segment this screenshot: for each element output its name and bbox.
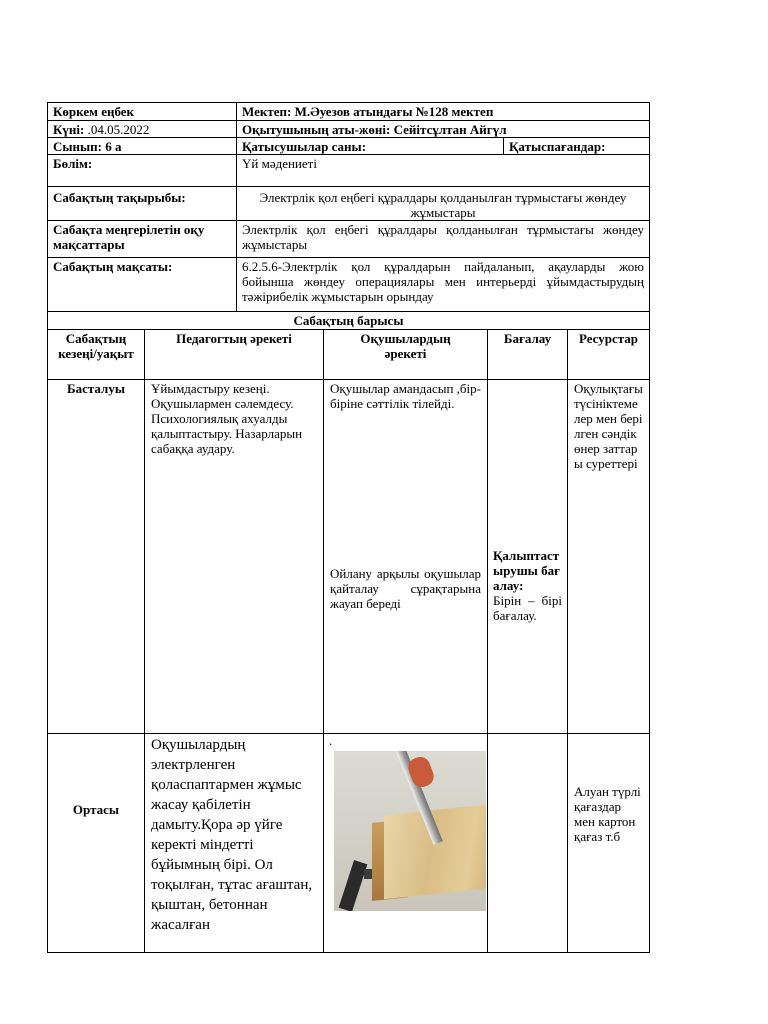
student-activity-greeting: Оқушылар амандасып ,бір-біріне сәттілік тілейді. — [330, 381, 481, 411]
student-activity-dot: . — [329, 733, 333, 748]
section-value: Үй мәдениеті — [236, 154, 650, 187]
assessment-method: Бірін – бірі бағалау. — [493, 593, 562, 623]
lesson-progress-title: Сабақтың барысы — [47, 311, 650, 330]
resources-middle-text: Алуан түрлі қағаздар мен картон қағаз т.б — [574, 784, 641, 844]
section-label: Бөлім: — [47, 154, 237, 187]
wood-board — [384, 803, 486, 900]
column-header-teacher: Педагогтың әрекеті — [144, 329, 324, 380]
assessment-middle — [487, 733, 568, 953]
date-label: Күні: — [53, 122, 85, 137]
lesson-goal-label: Сабақтың мақсаты: — [47, 257, 237, 312]
assessment-type: Қалыптастырушы бағалау: — [493, 548, 560, 593]
subject-cell: Көркем еңбек — [47, 102, 237, 121]
learning-objectives-value: Электрлік қол еңбегі құралдары қолданылған тұрмыстағы жөндеу жұмыстары — [236, 220, 650, 258]
lesson-goal-value: 6.2.5.6-Электрлік қол құралдарын пайдаланып, ақауларды жою бойынша жөндеу операциялары мен интерьерді ұйымдастырудың тәжірибелік жұмыстарын орындау — [236, 257, 650, 312]
student-activity-answers: Ойлану арқылы оқушылар қайталау сұрақтарына жауап береді — [330, 566, 481, 611]
column-header-students: Оқушылардың әрекеті — [323, 329, 488, 380]
stage-middle-label: Ортасы — [72, 802, 120, 817]
topic-label: Сабақтың тақырыбы: — [47, 186, 237, 221]
resources-middle — [567, 733, 650, 953]
teacher-activity-middle: Оқушылардың электрленген қоласпаптармен жұмыс жасау қабілетін дамыту.Қора әр үйге керекті міндетті бұйымның бірі. Ол тоқылған, тұтас ағаштан, қыштан, бетоннан жасалған — [144, 733, 324, 953]
resources-beginning: Оқулықтағы түсініктемелер мен берілген сәндік өнер заттары суреттері — [567, 379, 650, 734]
teacher-activity-beginning: Ұйымдастыру кезеңі. Оқушылармен сәлемдесу. Психологиялық ахуалды қалыптастыру. Назарларын сабаққа аудару. — [144, 379, 324, 734]
column-header-stage: Сабақтың кезеңі/уақыт — [47, 329, 145, 380]
absent-cell: Қатыспағандар: — [503, 137, 650, 155]
date-value: .04.05.2022 — [84, 122, 150, 137]
sawing-photo — [334, 751, 486, 911]
teacher-cell: Оқытушының аты-жөні: Сейітсұлтан Айгүл — [236, 120, 650, 138]
date-cell — [47, 120, 237, 138]
column-header-assessment: Бағалау — [487, 329, 568, 380]
participants-cell: Қатысушылар саны: — [236, 137, 504, 155]
stage-beginning: Басталуы — [47, 379, 145, 734]
column-header-resources: Ресурстар — [567, 329, 650, 380]
school-cell: Мектеп: М.Әуезов атындағы №128 мектеп — [236, 102, 650, 121]
grade-cell: Сынып: 6 а — [47, 137, 237, 155]
student-activity-beginning — [323, 379, 488, 734]
learning-objectives-label: Сабақта меңгерілетін оқу мақсаттары — [47, 220, 237, 258]
stage-middle — [47, 733, 145, 953]
assessment-beginning — [487, 379, 568, 734]
sawhorse-leg — [339, 860, 368, 911]
topic-value: Электрлік қол еңбегі құралдары қолданылған тұрмыстағы жөндеу жұмыстары — [236, 186, 650, 221]
